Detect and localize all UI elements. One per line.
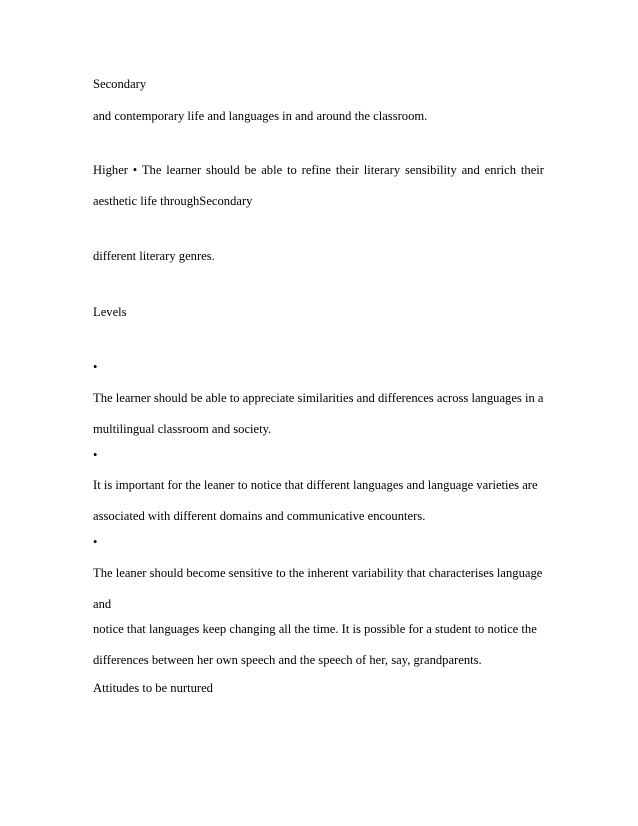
- text-line-notice-different-languages: It is important for the leaner to notice that different languages and language varieties are: [93, 478, 538, 492]
- text-line-higher-refine: Higher • The learner should be able to refine their literary sensibility and enrich their: [93, 163, 544, 177]
- text-line-literary-genres: different literary genres.: [93, 249, 215, 263]
- text-line-secondary: Secondary: [93, 77, 147, 91]
- text-line-contemporary-life: and contemporary life and languages in and around the classroom.: [93, 109, 428, 123]
- text-line-levels: Levels: [93, 305, 127, 319]
- text-line-and: and: [93, 597, 112, 611]
- text-line-languages-changing: notice that languages keep changing all the time. It is possible for a student to notice the: [93, 622, 537, 636]
- bullet-3: •: [93, 535, 98, 549]
- text-line-appreciate-similarities: The learner should be able to appreciate similarities and differences across languages in a: [93, 391, 544, 405]
- bullet-1: •: [93, 360, 98, 374]
- text-line-inherent-variability: The leaner should become sensitive to the inherent variability that characterises language: [93, 566, 543, 580]
- text-line-aesthetic-life: aesthetic life throughSecondary: [93, 194, 253, 208]
- text-line-attitudes-nurtured: Attitudes to be nurtured: [93, 681, 213, 695]
- text-line-associated-domains: associated with different domains and communicative encounters.: [93, 509, 426, 523]
- bullet-2: •: [93, 448, 98, 462]
- text-line-multilingual-classroom: multilingual classroom and society.: [93, 422, 272, 436]
- text-line-speech-grandparents: differences between her own speech and the speech of her, say, grandparents.: [93, 653, 482, 667]
